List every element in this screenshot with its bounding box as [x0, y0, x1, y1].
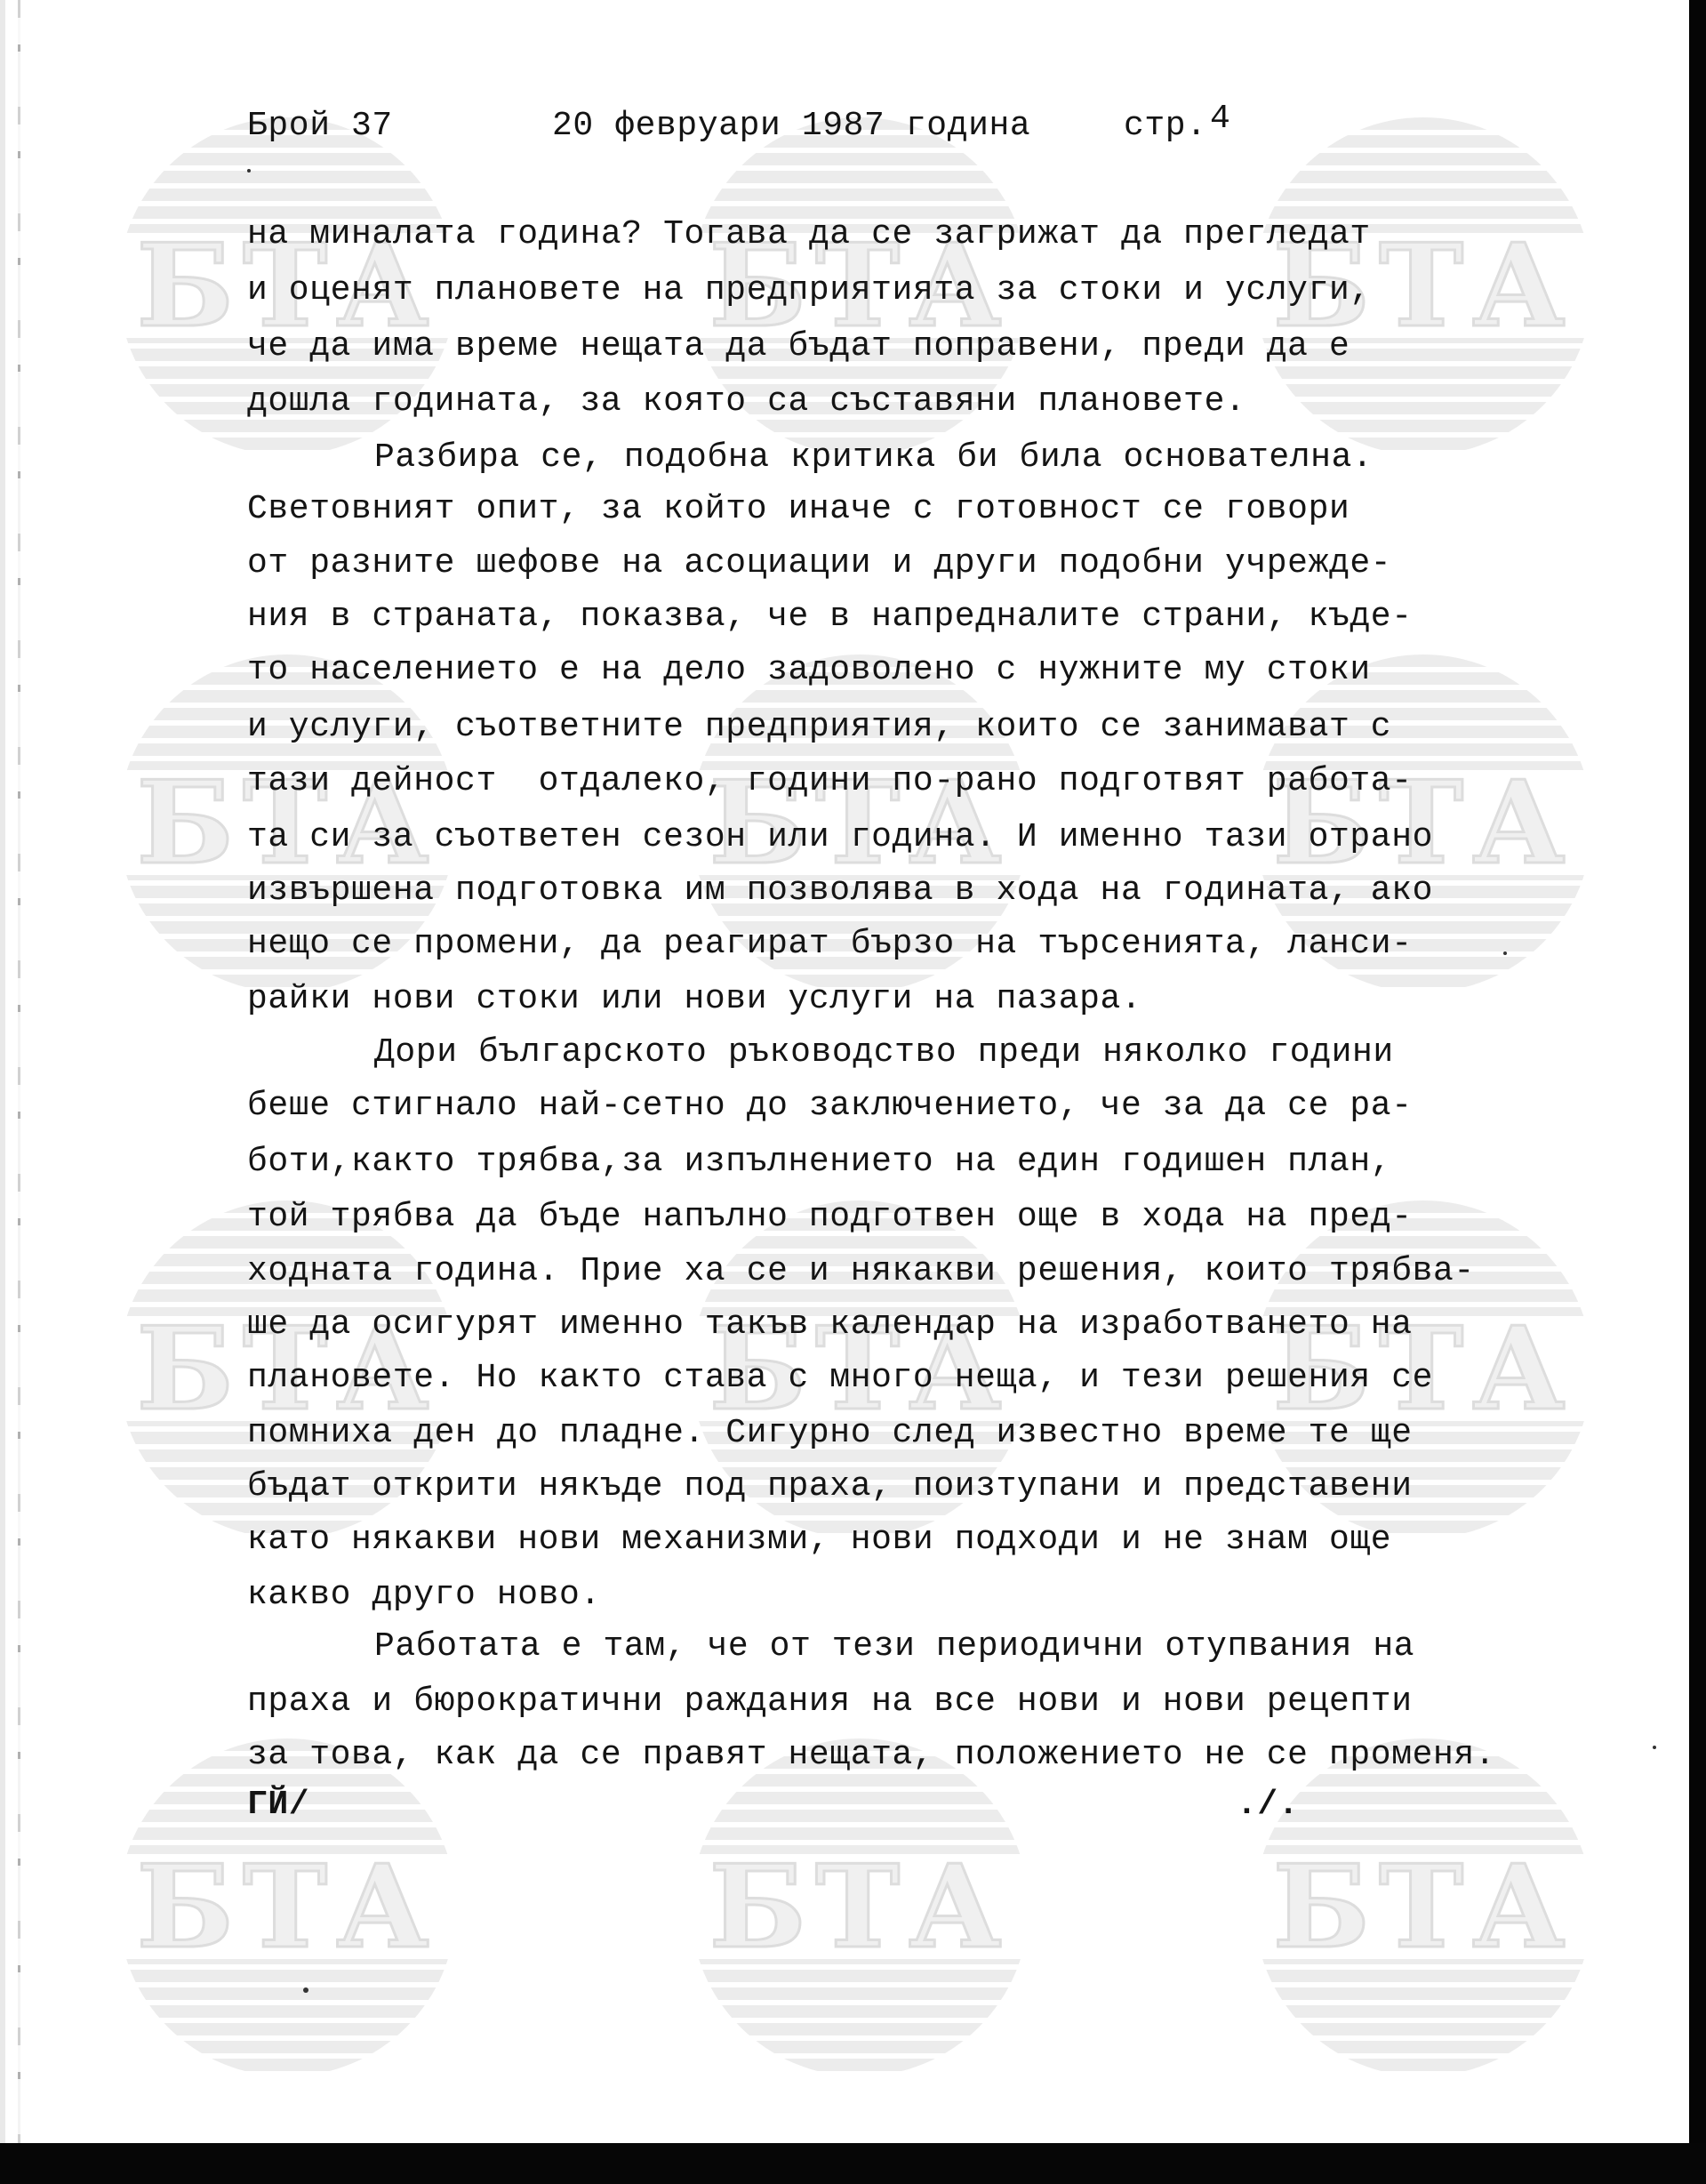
scan-edge-shadow	[18, 0, 20, 2143]
body-line: дошла годината, за която са съставяни плановете.	[247, 382, 1246, 421]
body-line: той трябва да бъде напълно подготвен още в хода на пред-	[247, 1198, 1413, 1236]
body-line: извършена подготовка им позволява в хода на годината, ако	[247, 871, 1434, 910]
watermark-text: БТА	[709, 1303, 1011, 1436]
issue-date: 20 февруари 1987 година	[552, 107, 1031, 145]
body-line: нещо се промени, да реагират бързо на търсенията, ланси-	[247, 925, 1413, 963]
body-line: райки нови стоки или нови услуги на пазара.	[247, 980, 1142, 1018]
scan-speck	[1653, 1746, 1656, 1749]
body-line: тази дейност отдалеко, години по-рано подготвят работа-	[247, 762, 1413, 800]
body-line: Дори българското ръководство преди няколко години	[374, 1033, 1394, 1072]
author-initials: ГЙ/	[247, 1786, 310, 1824]
watermark-text: БТА	[136, 757, 438, 890]
body-line: ходната година. Прие ха се и някакви решения, които трябва-	[247, 1252, 1475, 1290]
body-line: от разните шефове на асоциации и други подобни учрежде-	[247, 544, 1392, 582]
body-line: Разбира се, подобна критика би била основателна.	[374, 438, 1374, 477]
body-line: праха и бюрократични раждания на все нови и нови рецепти	[247, 1682, 1413, 1721]
body-line: беше стигнало най-сетно до заключението, че за да се ра-	[247, 1087, 1413, 1125]
watermark-text: БТА	[709, 1841, 1011, 1974]
body-line: и услуги, съответните предприятия, които се занимават с	[247, 708, 1392, 746]
body-line: какво друго ново.	[247, 1576, 601, 1614]
watermark-text: БТА	[136, 1841, 438, 1974]
body-line: на миналата година? Тогава да се загрижат да прегледат	[247, 215, 1371, 253]
watermark-text: БТА	[136, 220, 438, 353]
page-number: 4	[1210, 100, 1231, 138]
body-line: и оценят плановете на предприятията за стоки и услуги,	[247, 271, 1371, 309]
watermark-text: БТА	[1272, 1303, 1574, 1436]
body-line: плановете. Но както става с много неща, и тези решения се	[247, 1359, 1434, 1397]
body-line: за това, как да се правят нещата, положението не се променя.	[247, 1736, 1496, 1774]
body-line: Световният опит, за който иначе с готовност се говори	[247, 490, 1350, 528]
watermark-logo	[691, 1738, 1029, 2076]
body-line: че да има време нещата да бъдат поправени, преди да е	[247, 327, 1350, 365]
scan-border-right	[1689, 0, 1706, 2184]
watermark-text: БТА	[136, 1303, 438, 1436]
body-line: Работата е там, че от тези периодични отупвания на	[374, 1627, 1415, 1666]
body-line: боти,както трябва,за изпълнението на един годишен план,	[247, 1143, 1392, 1181]
watermark-text: БТА	[1272, 220, 1574, 353]
scan-speck	[303, 1987, 308, 1993]
body-line: бъдат открити някъде под праха, поизтупани и представени	[247, 1467, 1413, 1506]
body-line: помниха ден до пладне. Сигурно след известно време те ще	[247, 1414, 1413, 1452]
end-mark: ./.	[1237, 1786, 1300, 1824]
watermark-text: БТА	[1272, 1841, 1574, 1974]
page-label: стр.	[1124, 107, 1207, 145]
body-line: ше да осигурят именно такъв календар на изработването на	[247, 1305, 1413, 1344]
body-line: то населението е на дело задоволено с нужните му стоки	[247, 651, 1371, 689]
issue-number: Брой 37	[247, 107, 393, 145]
scan-border-bottom	[0, 2143, 1706, 2184]
watermark-text: БТА	[709, 757, 1011, 890]
scan-speck	[1503, 951, 1507, 955]
scan-speck	[247, 169, 251, 173]
body-line: ния в страната, показва, че в напредналите страни, къде-	[247, 598, 1413, 636]
watermark-text: БТА	[709, 220, 1011, 353]
body-line: като някакви нови механизми, нови подходи и не знам още	[247, 1521, 1392, 1559]
watermark-text: БТА	[1272, 757, 1574, 890]
body-line: та си за съответен сезон или година. И именно тази отрано	[247, 818, 1434, 856]
watermark-logo	[1254, 1738, 1592, 2076]
